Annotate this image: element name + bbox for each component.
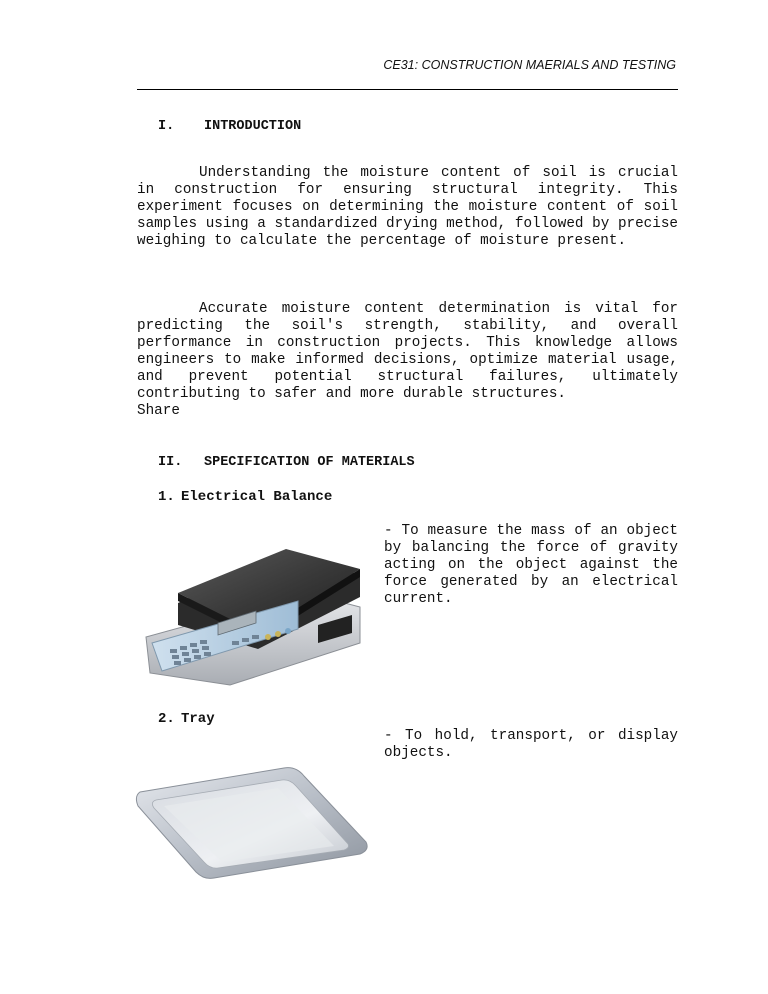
item-number: 2. — [158, 711, 175, 727]
share-text: Share — [137, 403, 180, 419]
item-number: 1. — [158, 489, 175, 505]
material-item-title — [158, 489, 332, 505]
material-item-description: - To measure the mass of an object by balancing the force of gravity acting on the object against the force generated by an electrical current. — [384, 523, 678, 607]
electronic-scale-icon — [138, 545, 366, 693]
section-numeral: II. — [158, 455, 183, 470]
section-title: SPECIFICATION OF MATERIALS — [204, 455, 415, 470]
metal-tray-icon — [134, 762, 370, 882]
item-name: Tray — [181, 711, 215, 727]
section-heading-introduction — [158, 119, 301, 134]
material-item-description: - To hold, transport, or display objects. — [384, 728, 678, 761]
section-title: INTRODUCTION — [204, 119, 302, 134]
intro-paragraph-2: Accurate moisture content determination is vital for predicting the soil's strength, stability, and overall performance in construction projects. This knowledge allows engineers to make informed decisions, optimize material usage, and prevent potential structural failures, ultimately contributing to safer and more durable structures. — [137, 301, 678, 402]
section-heading-materials — [158, 455, 415, 470]
material-item-title — [158, 711, 215, 727]
page-header: CE31: CONSTRUCTION MAERIALS AND TESTING — [383, 58, 676, 72]
section-numeral: I. — [158, 119, 175, 134]
intro-paragraph-1: Understanding the moisture content of soil is crucial in construction for ensuring structural integrity. This experiment focuses on determining the moisture content of soil samples using a standardized drying method, followed by precise weighing to calculate the percentage of moisture present. — [137, 165, 678, 249]
header-rule — [137, 89, 678, 90]
item-name: Electrical Balance — [181, 489, 333, 505]
